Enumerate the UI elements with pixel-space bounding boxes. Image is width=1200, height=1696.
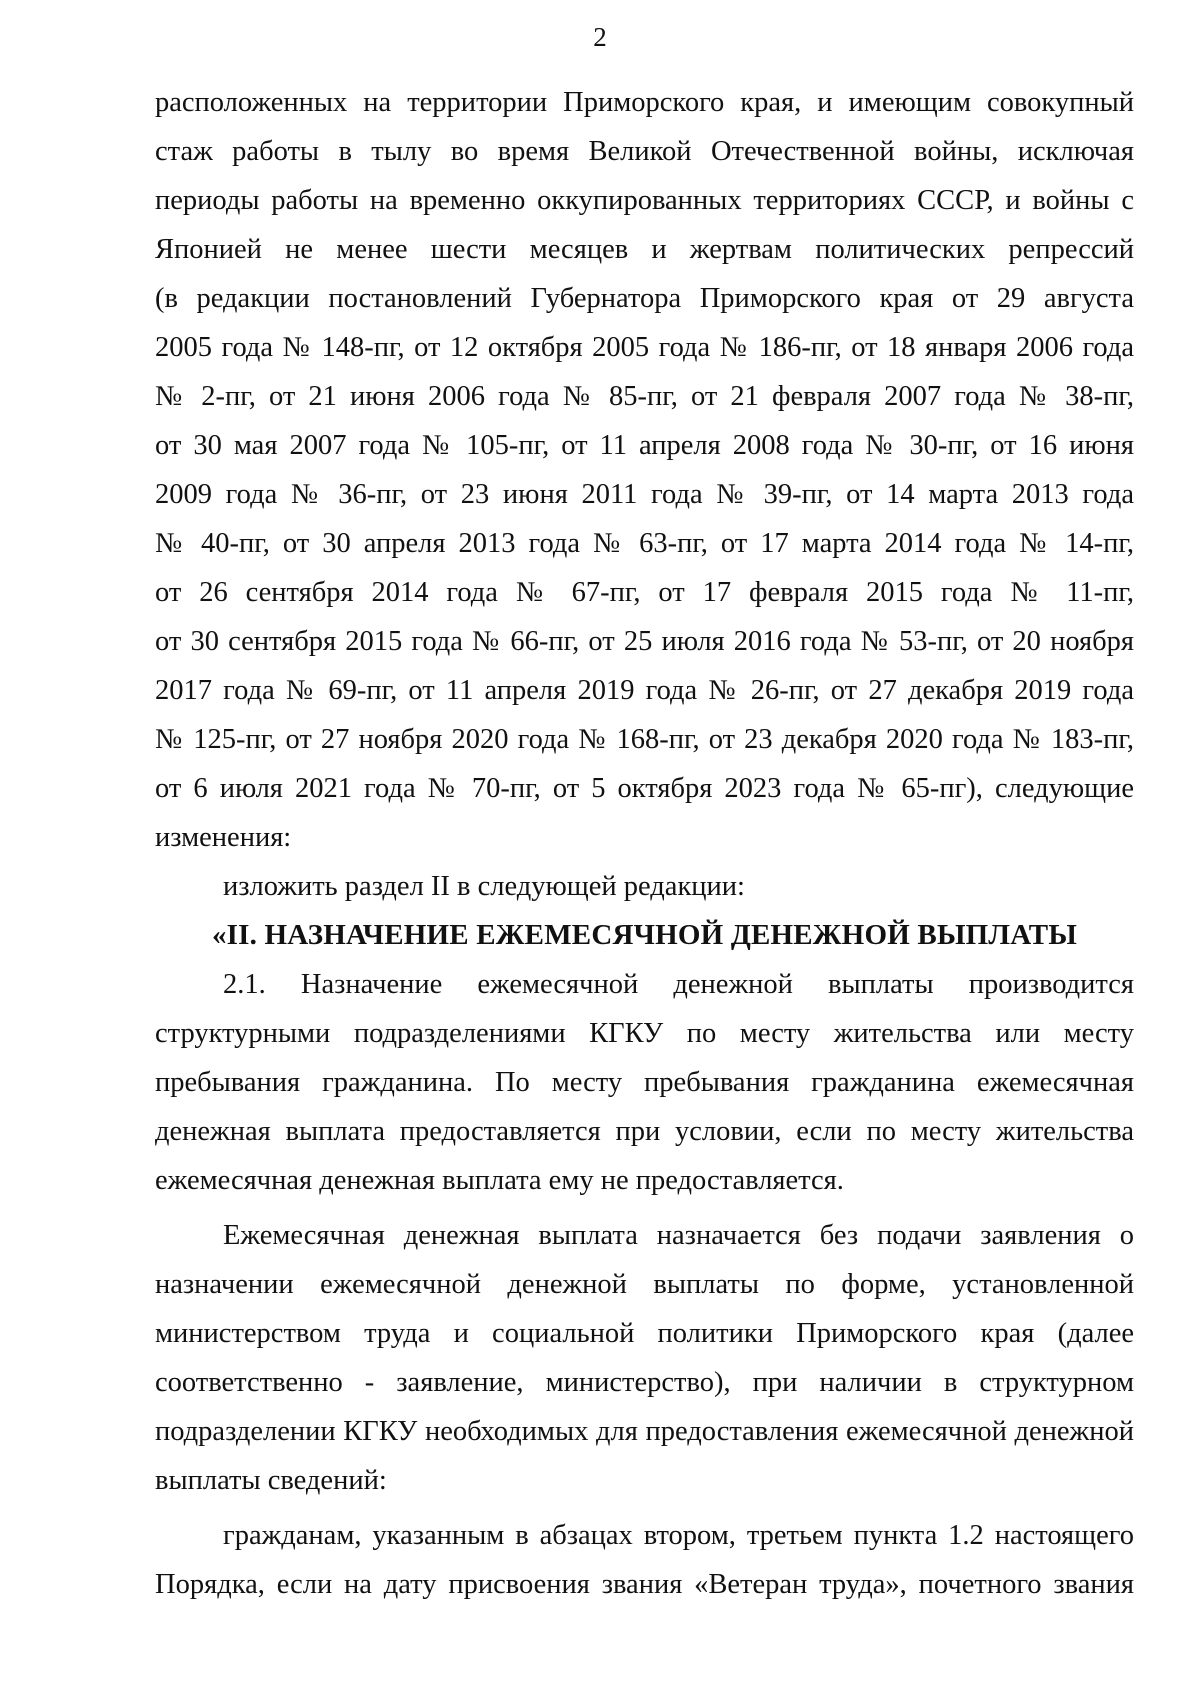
text-line: от 6 июля 2021 года № 70-пг, от 5 октября 2023 года № 65-пг), следующие <box>155 773 1134 804</box>
text-line: ежемесячная денежная выплата ему не предоставляется. <box>155 1165 844 1196</box>
text-line: от 30 мая 2007 года № 105-пг, от 11 апреля 2008 года № 30-пг, от 16 июня <box>155 430 1134 461</box>
text-line: структурными подразделениями КГКУ по месту жительства или месту <box>155 1018 1134 1049</box>
text-line: назначении ежемесячной денежной выплаты по форме, установленной <box>155 1269 1134 1300</box>
text-line: 2.1. Назначение ежемесячной денежной выплаты производится <box>223 969 1134 1000</box>
text-line: (в редакции постановлений Губернатора Приморского края от 29 августа <box>155 283 1134 314</box>
text-line: 2009 года № 36-пг, от 23 июня 2011 года № 39-пг, от 14 марта 2013 года <box>155 479 1134 510</box>
section-heading: «II. НАЗНАЧЕНИЕ ЕЖЕМЕСЯЧНОЙ ДЕНЕЖНОЙ ВЫПЛАТЫ <box>211 919 1078 951</box>
page-number: 2 <box>593 22 607 52</box>
text-line: периоды работы на временно оккупированных территориях СССР, и войны с <box>155 185 1134 216</box>
text-line: от 30 сентября 2015 года № 66-пг, от 25 июля 2016 года № 53-пг, от 20 ноября <box>155 626 1134 657</box>
text-line: министерством труда и социальной политики Приморского края (далее <box>155 1318 1134 1349</box>
text-line: 2017 года № 69-пг, от 11 апреля 2019 года № 26-пг, от 27 декабря 2019 года <box>155 675 1134 706</box>
text-line: № 40-пг, от 30 апреля 2013 года № 63-пг, от 17 марта 2014 года № 14-пг, <box>155 528 1134 559</box>
text-line: расположенных на территории Приморского края, и имеющим совокупный <box>155 87 1134 118</box>
text-line: № 125-пг, от 27 ноября 2020 года № 168-пг, от 23 декабря 2020 года № 183-пг, <box>155 724 1134 755</box>
text-line: стаж работы в тылу во время Великой Отечественной войны, исключая <box>155 136 1134 167</box>
text-line: Ежемесячная денежная выплата назначается без подачи заявления о <box>223 1220 1134 1251</box>
text-line: соответственно - заявление, министерство), при наличии в структурном <box>155 1367 1134 1398</box>
instruction-line: изложить раздел II в следующей редакции: <box>223 871 745 902</box>
text-line: Японией не менее шести месяцев и жертвам политических репрессий <box>155 234 1134 265</box>
document-body <box>155 78 1134 1609</box>
text-line: изменения: <box>155 822 292 853</box>
text-line: от 26 сентября 2014 года № 67-пг, от 17 февраля 2015 года № 11-пг, <box>155 577 1134 608</box>
text-line: № 2-пг, от 21 июня 2006 года № 85-пг, от 21 февраля 2007 года № 38-пг, <box>155 381 1134 412</box>
text-line: выплаты сведений: <box>155 1465 387 1496</box>
text-line: пребывания гражданина. По месту пребывания гражданина ежемесячная <box>155 1067 1134 1098</box>
text-line: Порядка, если на дату присвоения звания «Ветеран труда», почетного звания <box>155 1569 1134 1600</box>
text-line: 2005 года № 148-пг, от 12 октября 2005 года № 186-пг, от 18 января 2006 года <box>155 332 1134 363</box>
text-line: денежная выплата предоставляется при условии, если по месту жительства <box>155 1116 1134 1147</box>
text-line: подразделении КГКУ необходимых для предоставления ежемесячной денежной <box>155 1416 1134 1447</box>
text-line: гражданам, указанным в абзацах втором, третьем пункта 1.2 настоящего <box>223 1520 1134 1551</box>
